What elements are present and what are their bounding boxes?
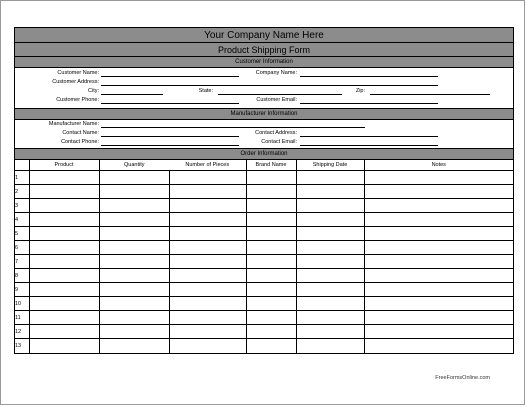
notes-cell[interactable] <box>364 297 513 311</box>
quantity-cell[interactable] <box>99 255 169 269</box>
product-cell[interactable] <box>29 297 99 311</box>
contact-name-field[interactable] <box>101 136 239 137</box>
product-cell[interactable] <box>29 185 99 199</box>
row-number: 12 <box>15 325 29 339</box>
pieces-cell[interactable] <box>169 325 246 339</box>
city-label: City: <box>88 88 99 94</box>
customer-email-label: Customer Email: <box>256 97 297 103</box>
pieces-cell[interactable] <box>169 297 246 311</box>
product-cell[interactable] <box>29 171 99 185</box>
quantity-column-header: Quantity <box>99 160 169 171</box>
customer-phone-field[interactable] <box>101 103 239 104</box>
contact-email-label: Contact Email: <box>261 139 297 145</box>
product-cell[interactable] <box>29 339 99 353</box>
quantity-cell[interactable] <box>99 213 169 227</box>
product-cell[interactable] <box>29 241 99 255</box>
notes-cell[interactable] <box>364 283 513 297</box>
product-cell[interactable] <box>29 269 99 283</box>
quantity-cell[interactable] <box>99 283 169 297</box>
pieces-cell[interactable] <box>169 311 246 325</box>
notes-cell[interactable] <box>364 227 513 241</box>
brand-cell[interactable] <box>246 339 296 353</box>
customer-email-field[interactable] <box>300 103 438 104</box>
brand-cell[interactable] <box>246 283 296 297</box>
shipping-date-cell[interactable] <box>296 339 364 353</box>
contact-phone-label: Contact Phone: <box>61 139 99 145</box>
quantity-cell[interactable] <box>99 339 169 353</box>
row-number: 4 <box>15 213 29 227</box>
table-row <box>15 241 513 255</box>
brand-cell[interactable] <box>246 199 296 213</box>
brand-cell[interactable] <box>246 325 296 339</box>
customer-name-field[interactable] <box>101 76 239 77</box>
quantity-cell[interactable] <box>99 227 169 241</box>
pieces-cell[interactable] <box>169 227 246 241</box>
table-row <box>15 325 513 339</box>
row-number: 5 <box>15 227 29 241</box>
notes-cell[interactable] <box>364 269 513 283</box>
notes-column-header: Notes <box>364 160 513 171</box>
table-row <box>15 339 513 353</box>
manufacturer-name-field[interactable] <box>101 127 365 128</box>
table-row <box>15 269 513 283</box>
row-number: 8 <box>15 269 29 283</box>
shipping-date-cell[interactable] <box>296 283 364 297</box>
table-row <box>15 185 513 199</box>
brand-cell[interactable] <box>246 213 296 227</box>
form-title: Product Shipping Form <box>15 43 513 57</box>
footer-credit: FreeFormsOnline.com <box>435 375 490 381</box>
company-name-header: Your Company Name Here <box>15 28 513 43</box>
brand-cell[interactable] <box>246 241 296 255</box>
order-info-heading: Order Information <box>15 149 513 160</box>
quantity-cell[interactable] <box>99 269 169 283</box>
brand-cell[interactable] <box>246 297 296 311</box>
row-number: 7 <box>15 255 29 269</box>
customer-info-heading: Customer Information <box>15 57 513 68</box>
row-number: 6 <box>15 241 29 255</box>
quantity-cell[interactable] <box>99 171 169 185</box>
table-row <box>15 283 513 297</box>
brand-cell[interactable] <box>246 269 296 283</box>
product-cell[interactable] <box>29 255 99 269</box>
notes-cell[interactable] <box>364 213 513 227</box>
notes-cell[interactable] <box>364 241 513 255</box>
contact-address-field[interactable] <box>300 136 438 137</box>
product-cell[interactable] <box>29 213 99 227</box>
zip-field[interactable] <box>370 94 490 95</box>
product-cell[interactable] <box>29 199 99 213</box>
brand-cell[interactable] <box>246 171 296 185</box>
row-number: 11 <box>15 311 29 325</box>
shipping-date-cell[interactable] <box>296 269 364 283</box>
customer-address-label: Customer Address: <box>52 79 99 85</box>
table-row <box>15 171 513 185</box>
customer-name-label: Customer Name: <box>57 70 99 76</box>
shipping-date-cell[interactable] <box>296 241 364 255</box>
pieces-cell[interactable] <box>169 339 246 353</box>
shipping-date-cell[interactable] <box>296 227 364 241</box>
pieces-cell[interactable] <box>169 269 246 283</box>
quantity-cell[interactable] <box>99 241 169 255</box>
brand-cell[interactable] <box>246 255 296 269</box>
product-cell[interactable] <box>29 311 99 325</box>
row-number-header <box>15 160 29 171</box>
shipping-date-column-header: Shipping Date <box>296 160 364 171</box>
quantity-cell[interactable] <box>99 199 169 213</box>
product-cell[interactable] <box>29 227 99 241</box>
product-column-header: Product <box>29 160 99 171</box>
shipping-date-cell[interactable] <box>296 297 364 311</box>
table-row <box>15 297 513 311</box>
brand-column-header: Brand Name <box>246 160 296 171</box>
quantity-cell[interactable] <box>99 297 169 311</box>
manufacturer-name-label: Manufacturer Name: <box>48 121 99 127</box>
shipping-date-cell[interactable] <box>296 255 364 269</box>
row-number: 1 <box>15 171 29 185</box>
table-row <box>15 227 513 241</box>
row-number: 9 <box>15 283 29 297</box>
pieces-column-header: Number of Pieces <box>169 160 246 171</box>
contact-address-label: Contact Address: <box>255 130 297 136</box>
pieces-cell[interactable] <box>169 171 246 185</box>
shipping-form <box>14 27 514 354</box>
notes-cell[interactable] <box>364 311 513 325</box>
notes-cell[interactable] <box>364 325 513 339</box>
manufacturer-info-heading: Manufacturer Information <box>15 109 513 120</box>
quantity-cell[interactable] <box>99 185 169 199</box>
state-label: State: <box>198 88 213 94</box>
order-table <box>15 160 513 353</box>
pieces-cell[interactable] <box>169 283 246 297</box>
company-name-label: Company Name: <box>255 70 297 76</box>
pieces-cell[interactable] <box>169 213 246 227</box>
zip-label: Zip: <box>355 88 365 94</box>
quantity-cell[interactable] <box>99 311 169 325</box>
pieces-cell[interactable] <box>169 241 246 255</box>
contact-name-label: Contact Name: <box>62 130 99 136</box>
pieces-cell[interactable] <box>169 255 246 269</box>
notes-cell[interactable] <box>364 199 513 213</box>
shipping-date-cell[interactable] <box>296 213 364 227</box>
customer-phone-label: Customer Phone: <box>56 97 99 103</box>
contact-email-field[interactable] <box>300 145 438 146</box>
city-field[interactable] <box>101 94 163 95</box>
product-cell[interactable] <box>29 283 99 297</box>
notes-cell[interactable] <box>364 255 513 269</box>
customer-address-field[interactable] <box>101 85 438 86</box>
table-row <box>15 255 513 269</box>
row-number: 13 <box>15 339 29 353</box>
row-number: 3 <box>15 199 29 213</box>
row-number: 10 <box>15 297 29 311</box>
company-name-field[interactable] <box>300 76 438 77</box>
quantity-cell[interactable] <box>99 325 169 339</box>
pieces-cell[interactable] <box>169 185 246 199</box>
pieces-cell[interactable] <box>169 199 246 213</box>
notes-cell[interactable] <box>364 185 513 199</box>
contact-phone-field[interactable] <box>101 145 239 146</box>
order-table-header <box>15 160 513 171</box>
customer-info-fields <box>15 68 513 109</box>
shipping-date-cell[interactable] <box>296 171 364 185</box>
table-row <box>15 311 513 325</box>
shipping-date-cell[interactable] <box>296 185 364 199</box>
table-row <box>15 213 513 227</box>
brand-cell[interactable] <box>246 311 296 325</box>
manufacturer-info-fields <box>15 120 513 149</box>
brand-cell[interactable] <box>246 227 296 241</box>
shipping-date-cell[interactable] <box>296 311 364 325</box>
brand-cell[interactable] <box>246 185 296 199</box>
product-cell[interactable] <box>29 325 99 339</box>
shipping-date-cell[interactable] <box>296 199 364 213</box>
table-row <box>15 199 513 213</box>
state-field[interactable] <box>218 94 342 95</box>
row-number: 2 <box>15 185 29 199</box>
shipping-date-cell[interactable] <box>296 325 364 339</box>
notes-cell[interactable] <box>364 339 513 353</box>
notes-cell[interactable] <box>364 171 513 185</box>
